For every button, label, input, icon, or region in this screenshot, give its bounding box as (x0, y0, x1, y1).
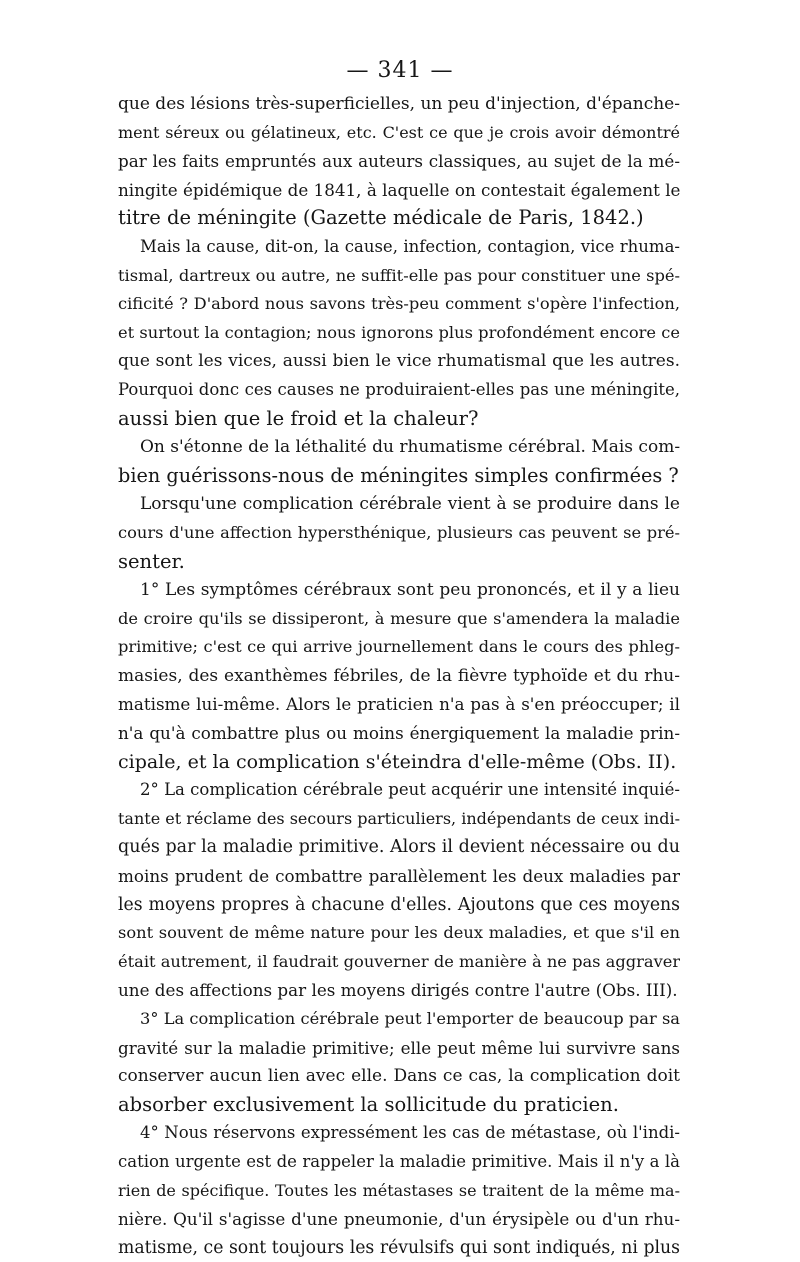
text-line: On s'étonne de la léthalité du rhumatisme cérébral. Mais com- (140, 437, 680, 458)
text-line: moins prudent de combattre parallèlement les deux maladies par (118, 866, 680, 887)
text-line: tismal, dartreux ou autre, ne suffit-elle pas pour constituer une spé- (118, 265, 680, 285)
paragraph-2 (118, 233, 680, 433)
text-line: rien de spécifique. Toutes les métastases se traitent de la même ma- (118, 1180, 680, 1200)
text-line: sont souvent de même nature pour les deux maladies, et que s'il en (118, 923, 680, 943)
text-line: aussi bien que le froid et la chaleur? (118, 406, 479, 430)
text-line: de croire qu'ils se dissiperont, à mesure que s'amendera la maladie (118, 608, 680, 628)
page-number: — 341 — (346, 58, 454, 83)
text-line: qués par la maladie primitive. Alors il devient nécessaire ou du (118, 837, 680, 858)
text-line: absorber exclusivement la sollicitude du praticien. (118, 1092, 619, 1116)
text-line: nière. Qu'il s'agisse d'une pneumonie, d'un érysipèle ou d'un rhu- (118, 1209, 680, 1230)
text-line: masies, des exanthèmes fébriles, de la fièvre typhoïde et du rhu- (118, 665, 680, 686)
text-line: Mais la cause, dit-on, la cause, infection, contagion, vice rhuma- (140, 236, 680, 256)
paragraph-4 (118, 490, 680, 576)
text-line: conserver aucun lien avec elle. Dans ce cas, la complication doit (118, 1066, 680, 1087)
text-line: titre de méningite (Gazette médicale de Paris, 1842.) (118, 206, 644, 230)
text-line: matisme, ce sont toujours les révulsifs qui sont indiqués, ni plus (118, 1237, 680, 1258)
text-line: 3° La complication cérébrale peut l'emporter de beaucoup par sa (140, 1009, 680, 1028)
text-line: n'a qu'à combattre plus ou moins énergiquement la maladie prin- (118, 723, 680, 744)
text-line: une des affections par les moyens dirigés contre l'autre (Obs. III). (118, 980, 678, 1001)
paragraph-5 (118, 576, 680, 776)
text-line: cation urgente est de rappeler la maladie primitive. Mais il n'y a là (118, 1151, 680, 1171)
text-line: les moyens propres à chacune d'elles. Ajoutons que ces moyens (118, 894, 680, 915)
text-line: Lorsqu'une complication cérébrale vient à se produire dans le (140, 494, 680, 515)
text-line: et surtout la contagion; nous ignorons plus profondément encore ce (118, 322, 680, 342)
text-line: primitive; c'est ce qui arrive journellement dans le cours des phleg- (118, 637, 680, 657)
paragraph-1 (118, 90, 680, 233)
body-text (118, 90, 680, 1262)
text-line: était autrement, il faudrait gouverner de manière à ne pas aggraver (118, 951, 680, 971)
text-line: que des lésions très-superficielles, un peu d'injection, d'épanche- (118, 94, 680, 114)
paragraph-7 (118, 1005, 680, 1119)
text-line: par les faits empruntés aux auteurs classiques, au sujet de la mé- (118, 151, 680, 172)
paragraph-6 (118, 776, 680, 1005)
text-line: 2° La complication cérébrale peut acquérir une intensité inquié- (140, 780, 680, 800)
paragraph-8 (118, 1119, 680, 1262)
text-line: senter. (118, 549, 185, 573)
text-line: bien guérissons-nous de méningites simples confirmées ? (118, 463, 679, 487)
text-line: Pourquoi donc ces causes ne produiraient-elles pas une méningite, (118, 379, 680, 399)
text-line: que sont les vices, aussi bien le vice rhumatismal que les autres. (118, 351, 680, 372)
text-line: ment séreux ou gélatineux, etc. C'est ce que je crois avoir démontré (118, 122, 680, 142)
text-line: tante et réclame des secours particuliers, indépendants de ceux indi- (118, 808, 680, 828)
text-line: matisme lui-même. Alors le praticien n'a pas à s'en préoccuper; il (118, 694, 680, 715)
paragraph-3 (118, 433, 680, 490)
text-line: 1° Les symptômes cérébraux sont peu prononcés, et il y a lieu (140, 580, 680, 601)
text-line: cipale, et la complication s'éteindra d'elle-même (Obs. II). (118, 750, 677, 773)
text-line: cours d'une affection hypersthénique, plusieurs cas peuvent se pré- (118, 522, 680, 542)
text-line: cificité ? D'abord nous savons très-peu comment s'opère l'infection, (118, 294, 680, 314)
text-line: gravité sur la maladie primitive; elle peut même lui survivre sans (118, 1037, 680, 1058)
text-line: 4° Nous réservons expressément les cas de métastase, où l'indi- (140, 1123, 680, 1143)
text-line: ningite épidémique de 1841, à laquelle on contestait également le (118, 179, 680, 200)
